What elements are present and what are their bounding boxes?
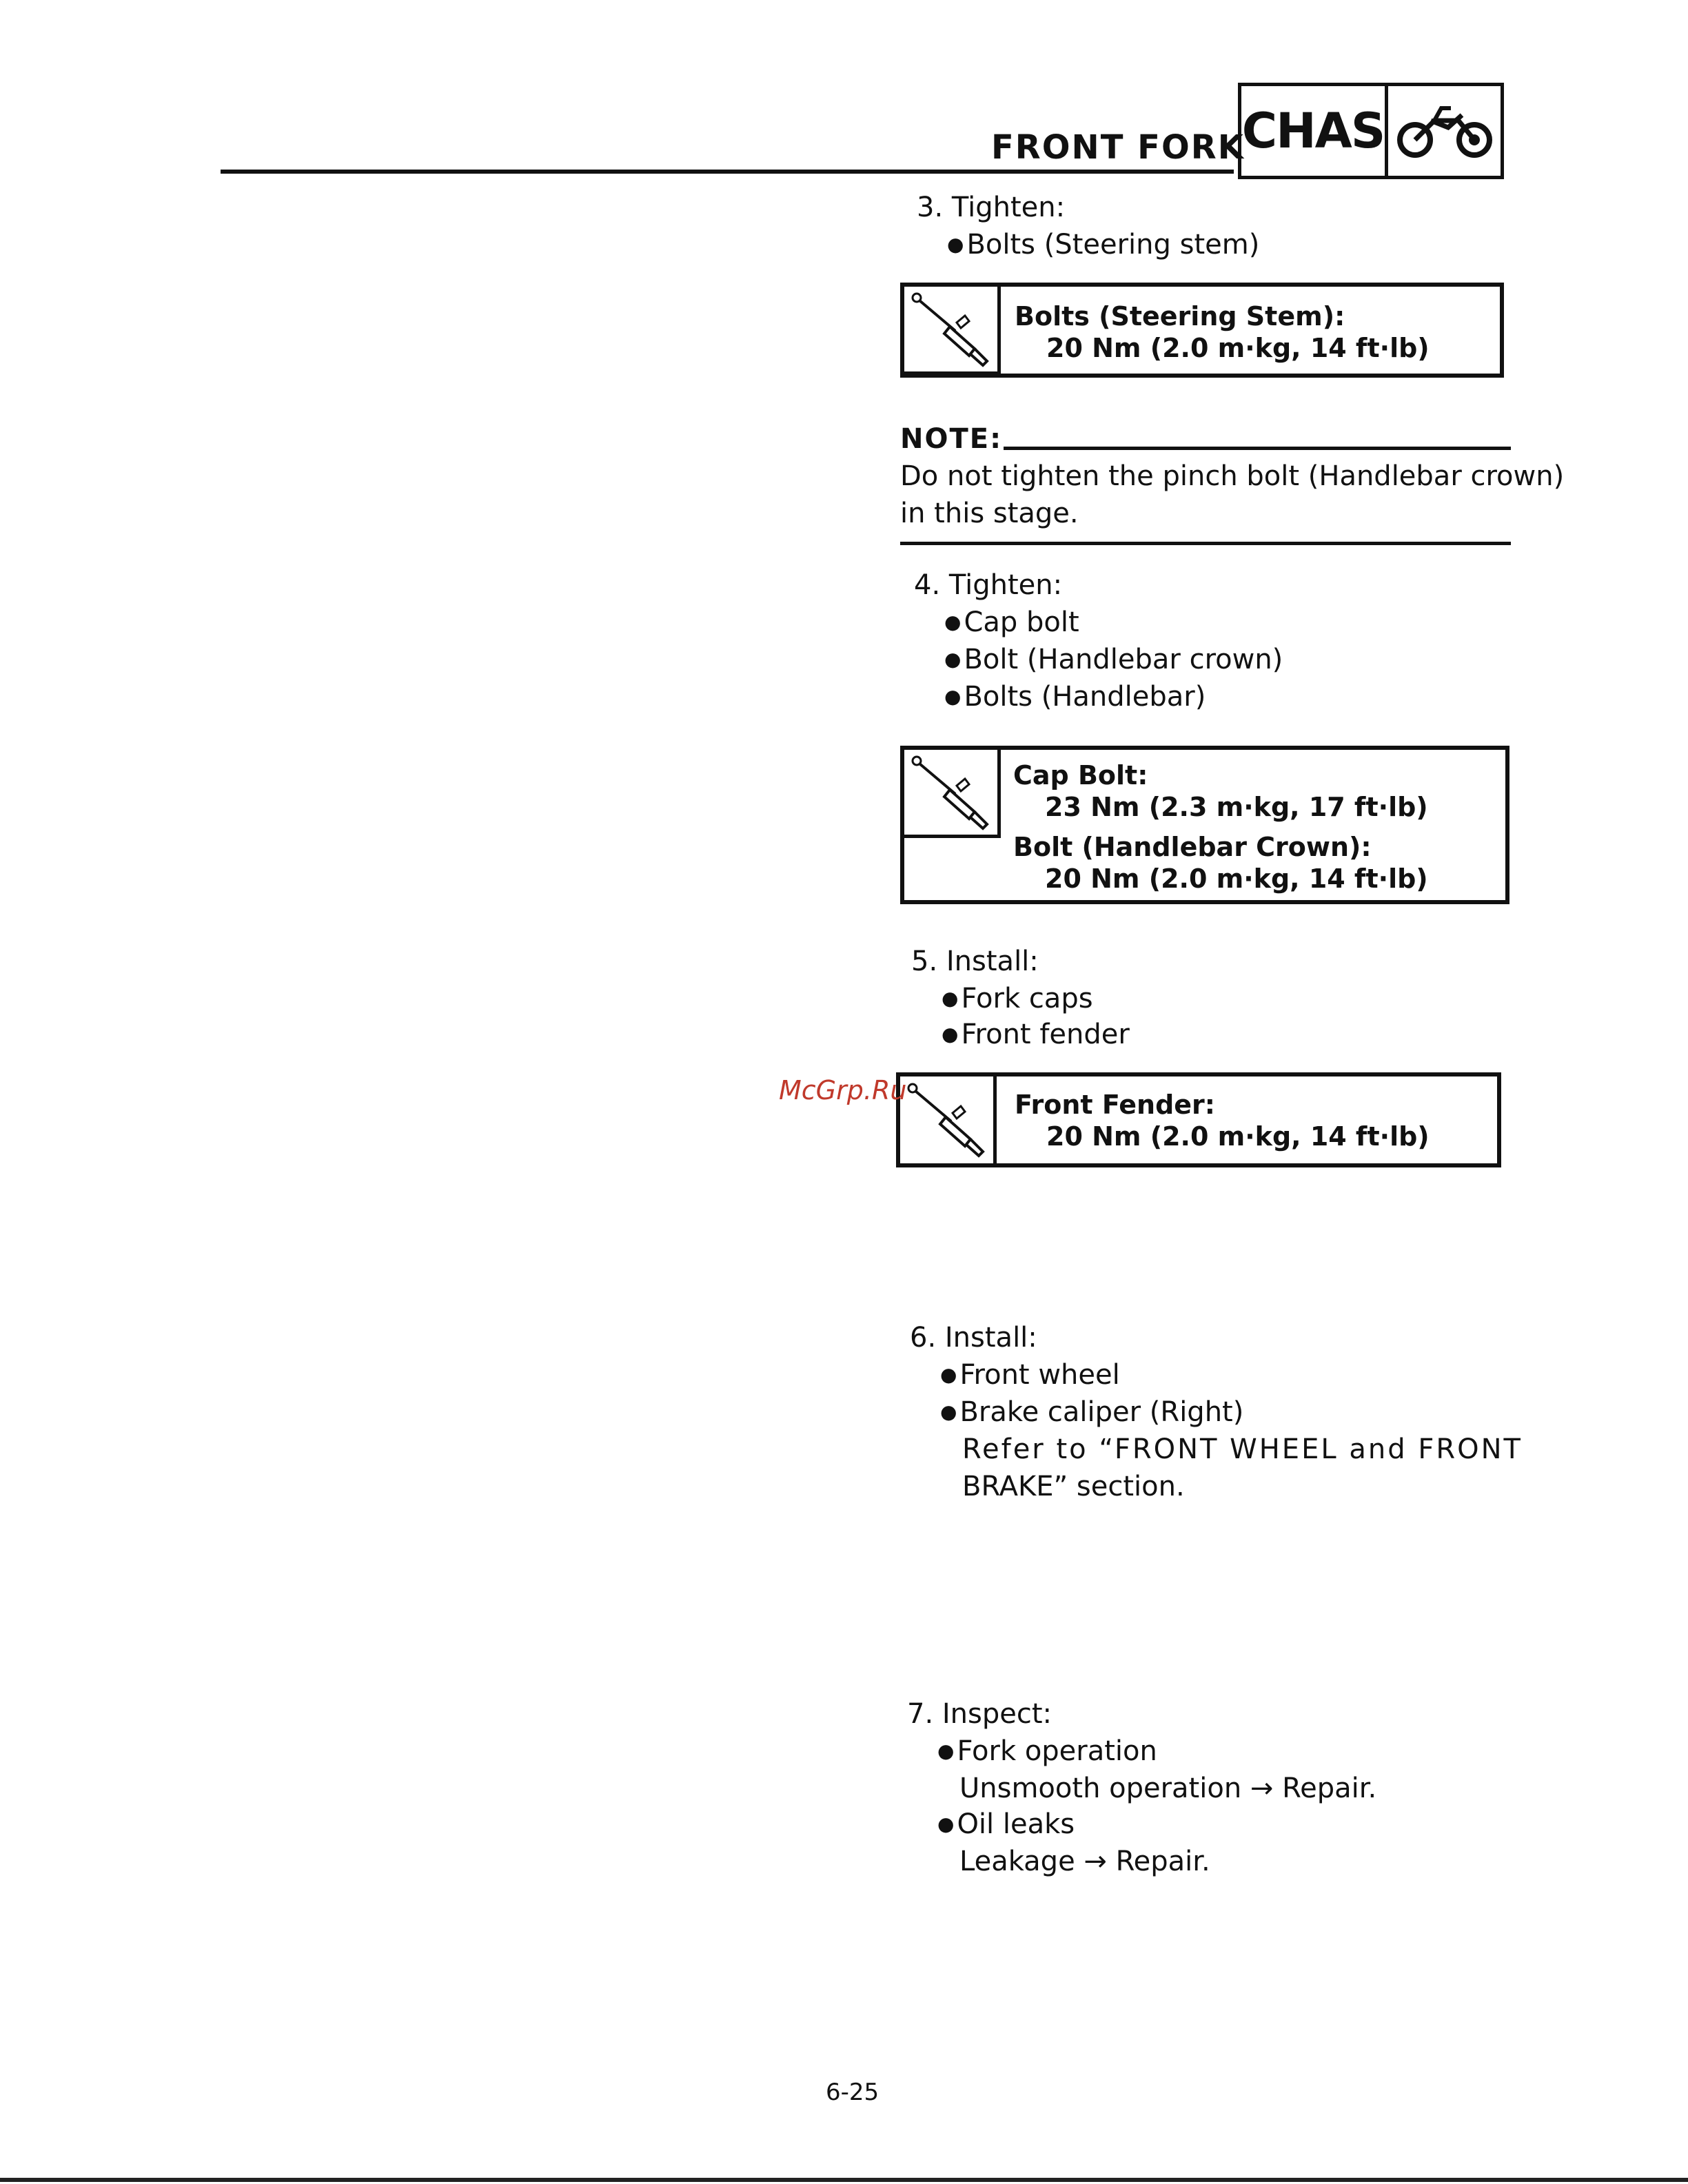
torque-spec-box [896,1072,1501,1167]
spec-value: 23 Nm (2.3 m·kg, 17 ft·lb) [1045,792,1428,822]
watermark: McGrp.Ru [779,1075,907,1105]
motorcycle-icon [1388,86,1501,176]
torque-wrench-icon [900,1076,997,1163]
result-line: Leakage → Repair. [959,1846,1210,1877]
list-item: ● Cap bolt [944,604,1079,644]
chapter-badge-label: CHAS [1241,86,1388,176]
torque-spec-box [900,746,1509,904]
torque-wrench-icon [904,750,1001,838]
note-top-rule [1004,447,1511,450]
step-7-heading: 7. Inspect: [907,1698,1053,1730]
header-rule [221,170,1234,174]
list-item: ● Bolts (Steering stem) [947,226,1259,266]
chapter-badge [1238,83,1504,179]
spec-value: 20 Nm (2.0 m·kg, 14 ft·lb) [1046,333,1430,363]
spec-label: Bolt (Handlebar Crown): [1013,832,1372,862]
bottom-edge-rule [0,2178,1688,2182]
page-number: 6-25 [826,2079,879,2106]
torque-spec-box [900,283,1504,378]
spec-value: 20 Nm (2.0 m·kg, 14 ft·lb) [1046,1121,1430,1152]
step-5-heading: 5. Install: [911,946,1039,977]
section-title: FRONT FORK [991,128,1245,167]
step-6-heading: 6. Install: [910,1322,1037,1354]
list-item: ● Bolt (Handlebar crown) [944,641,1283,681]
list-item: ● Front wheel [940,1356,1120,1396]
step-4-heading: 4. Tighten: [914,569,1063,601]
list-item: ● Bolts (Handlebar) [944,678,1206,718]
refer-line-2: BRAKE” section. [962,1471,1185,1502]
result-line: Unsmooth operation → Repair. [959,1773,1377,1804]
note-line-2: in this stage. [900,498,1079,529]
note-line-1: Do not tighten the pinch bolt (Handlebar crown) [900,460,1565,492]
step-3-heading: 3. Tighten: [917,192,1066,223]
list-item: ● Brake caliper (Right) [940,1394,1243,1433]
refer-line-1: Refer to “FRONT WHEEL and FRONT [962,1433,1523,1465]
spec-value: 20 Nm (2.0 m·kg, 14 ft·lb) [1045,864,1428,894]
list-item: ● Fork caps [942,980,1093,1020]
spec-label: Front Fender: [1015,1090,1215,1120]
list-item: ● Front fender [942,1016,1130,1056]
list-item: ● Oil leaks [937,1806,1075,1846]
torque-wrench-icon [904,287,1001,375]
spec-label: Bolts (Steering Stem): [1015,301,1345,331]
note-label: NOTE: [900,423,1003,455]
spec-label: Cap Bolt: [1013,760,1148,790]
list-item: ● Fork operation [937,1733,1157,1773]
note-bottom-rule [900,542,1511,545]
